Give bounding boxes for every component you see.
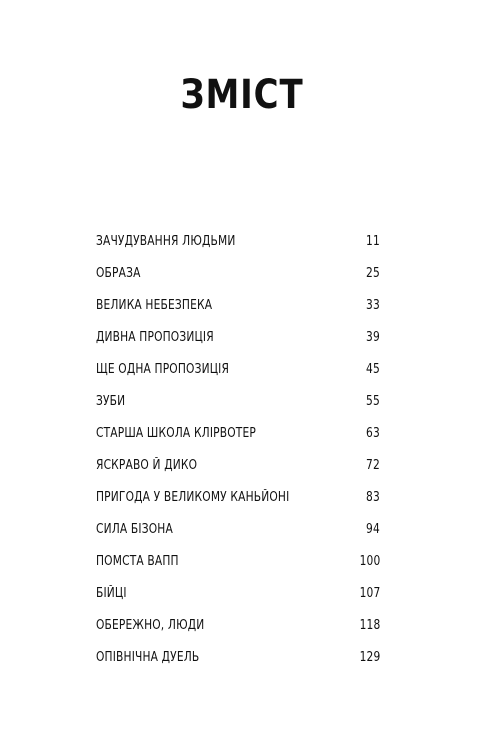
toc-page-number: 72 [366, 458, 380, 473]
toc-chapter-title: СИЛА БІЗОНА [96, 522, 173, 537]
toc-entry [96, 514, 380, 546]
toc-chapter-title: ДИВНА ПРОПОЗИЦІЯ [96, 330, 214, 345]
toc-page-number: 118 [359, 618, 380, 633]
toc-page-number: 25 [366, 266, 380, 281]
toc-entry [96, 354, 380, 386]
toc-page-number: 55 [366, 394, 380, 409]
toc-chapter-title: СТАРША ШКОЛА КЛІРВОТЕР [96, 426, 256, 441]
toc-entry [96, 610, 380, 642]
toc-page-number: 129 [359, 650, 380, 665]
toc-chapter-title: ЩЕ ОДНА ПРОПОЗИЦІЯ [96, 362, 230, 377]
toc-entry [96, 322, 380, 354]
toc-chapter-title: ОПІВНІЧНА ДУЕЛЬ [96, 650, 200, 665]
toc-page-number: 94 [366, 522, 380, 537]
toc-chapter-title: ПРИГОДА У ВЕЛИКОМУ КАНЬЙОНІ [96, 490, 290, 505]
toc-entry [96, 450, 380, 482]
page-title: ЗМІСТ [180, 72, 304, 118]
toc-chapter-title: ОБЕРЕЖНО, ЛЮДИ [96, 618, 205, 633]
toc-page-number: 83 [366, 490, 380, 505]
toc-entry [96, 418, 380, 450]
toc-entry [96, 226, 380, 258]
toc-entry [96, 578, 380, 610]
toc-chapter-title: ВЕЛИКА НЕБЕЗПЕКА [96, 298, 213, 313]
toc-entry [96, 482, 380, 514]
toc-page-number: 33 [366, 298, 380, 313]
toc-entry [96, 258, 380, 290]
table-of-contents [96, 226, 380, 674]
toc-page-number: 63 [366, 426, 380, 441]
toc-entry [96, 386, 380, 418]
toc-page-number: 11 [366, 234, 380, 249]
toc-chapter-title: ЯСКРАВО Й ДИКО [96, 458, 198, 473]
toc-page-number: 39 [366, 330, 380, 345]
toc-entry [96, 642, 380, 674]
toc-page-number: 45 [366, 362, 380, 377]
toc-chapter-title: ЗУБИ [96, 394, 126, 409]
toc-page-number: 107 [359, 586, 380, 601]
toc-entry [96, 546, 380, 578]
toc-entry [96, 290, 380, 322]
toc-chapter-title: ПОМСТА ВАПП [96, 554, 179, 569]
toc-chapter-title: ЗАЧУДУВАННЯ ЛЮДЬМИ [96, 234, 236, 249]
toc-page-number: 100 [359, 554, 380, 569]
toc-chapter-title: БІЙЦІ [96, 586, 127, 601]
toc-chapter-title: ОБРАЗА [96, 266, 141, 281]
